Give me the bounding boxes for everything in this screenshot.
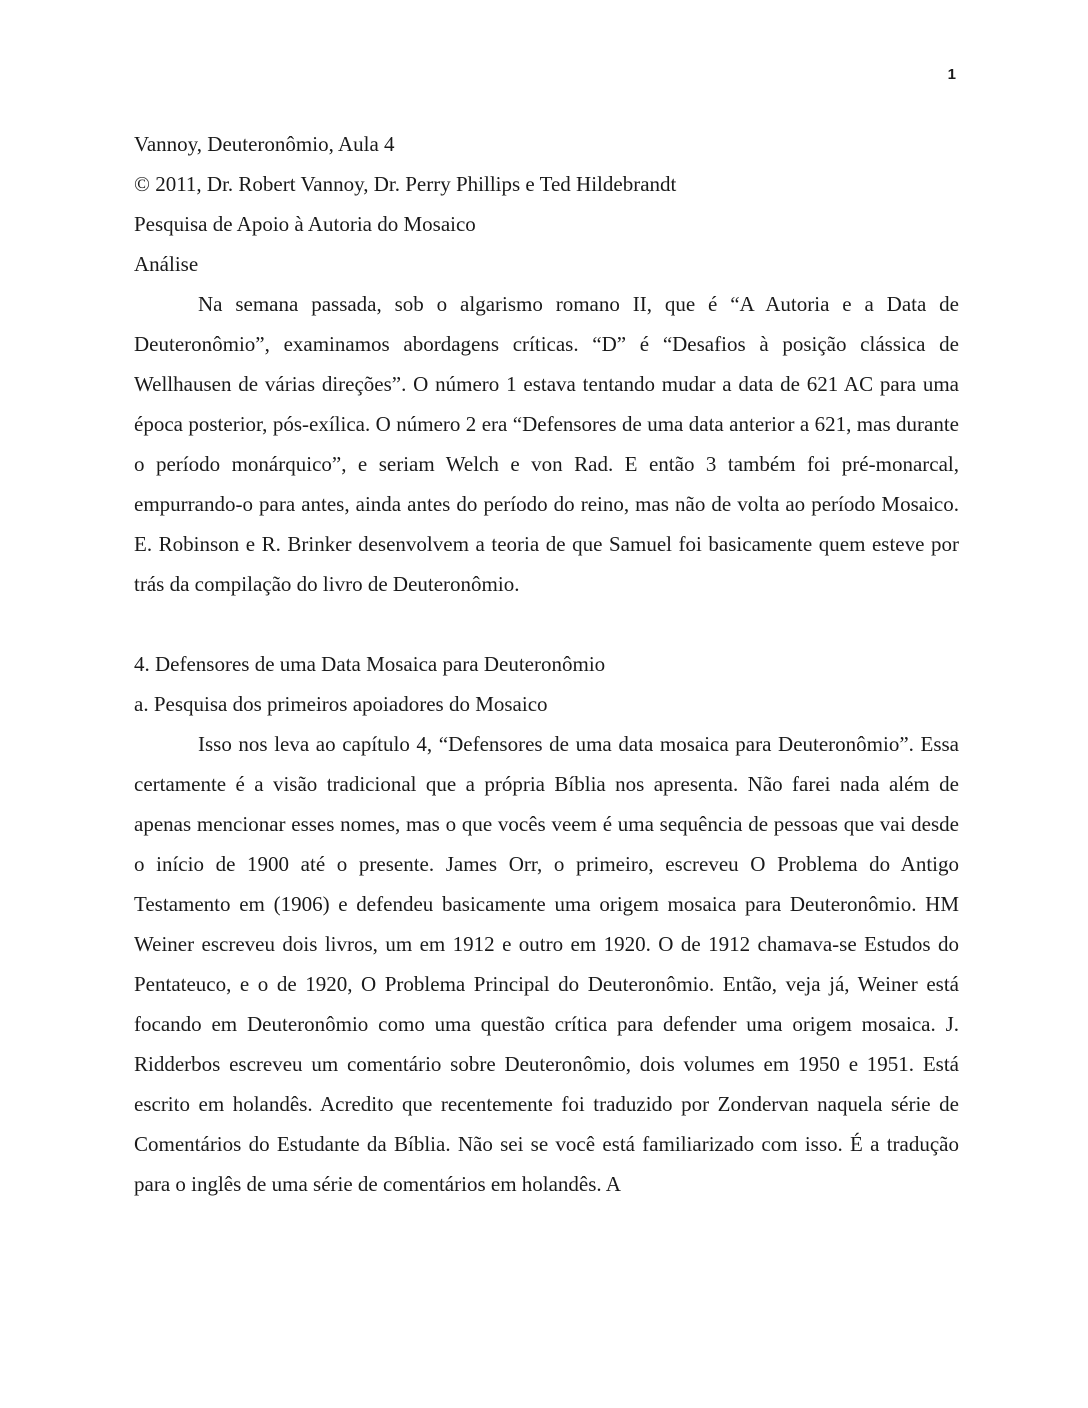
heading-4: 4. Defensores de uma Data Mosaica para Deuteronômio	[134, 652, 606, 676]
paragraph-1: Na semana passada, sob o algarismo romano II, que é “A Autoria e a Data de Deuteronômio”, examinamos abordagens críticas. “D” é “Desafios à posição clássica de Wellhausen de várias direções”. O número 1 estava tentando mudar a data de 621 AC para uma época posterior, pós-exílica. O número 2 era “Defensores de uma data anterior a 621, mas durante o período monárquico”, e seriam Welch e von Rad. E então 3 também foi pré-monarcal, empurrando-o para antes, ainda antes do período do reino, mas não de volta ao período Mosaico. E. Robinson e R. Brinker desenvolvem a teoria de que Samuel foi basicamente quem esteve por trás da compilação do livro de Deuteronômio.	[134, 292, 959, 596]
page-number: 1	[947, 66, 956, 83]
document-body	[134, 124, 959, 1204]
paragraph-spacer	[134, 604, 959, 644]
copyright-line: © 2011, Dr. Robert Vannoy, Dr. Perry Phillips e Ted Hildebrandt	[134, 172, 677, 196]
heading-4a: a. Pesquisa dos primeiros apoiadores do Mosaico	[134, 692, 548, 716]
document-subtitle: Pesquisa de Apoio à Autoria do Mosaico	[134, 212, 476, 236]
document-title: Vannoy, Deuteronômio, Aula 4	[134, 132, 395, 156]
section-label: Análise	[134, 252, 199, 276]
paragraph-2: Isso nos leva ao capítulo 4, “Defensores de uma data mosaica para Deuteronômio”. Essa certamente é a visão tradicional que a própria Bíblia nos apresenta. Não farei nada além de apenas mencionar esses nomes, mas o que vocês veem é uma sequência de pessoas que vai desde o início de 1900 até o presente. James Orr, o primeiro, escreveu O Problema do Antigo Testamento em (1906) e defendeu basicamente uma origem mosaica para Deuteronômio. HM Weiner escreveu dois livros, um em 1912 e outro em 1920. O de 1912 chamava-se Estudos do Pentateuco, e o de 1920, O Problema Principal do Deuteronômio. Então, veja já, Weiner está focando em Deuteronômio como uma questão crítica para defender uma origem mosaica. J. Ridderbos escreveu um comentário sobre Deuteronômio, dois volumes em 1950 e 1951. Está escrito em holandês. Acredito que recentemente foi traduzido por Zondervan naquela série de Comentários do Estudante da Bíblia. Não sei se você está familiarizado com isso. É a tradução para o inglês de uma série de comentários em holandês. A	[134, 732, 959, 1196]
